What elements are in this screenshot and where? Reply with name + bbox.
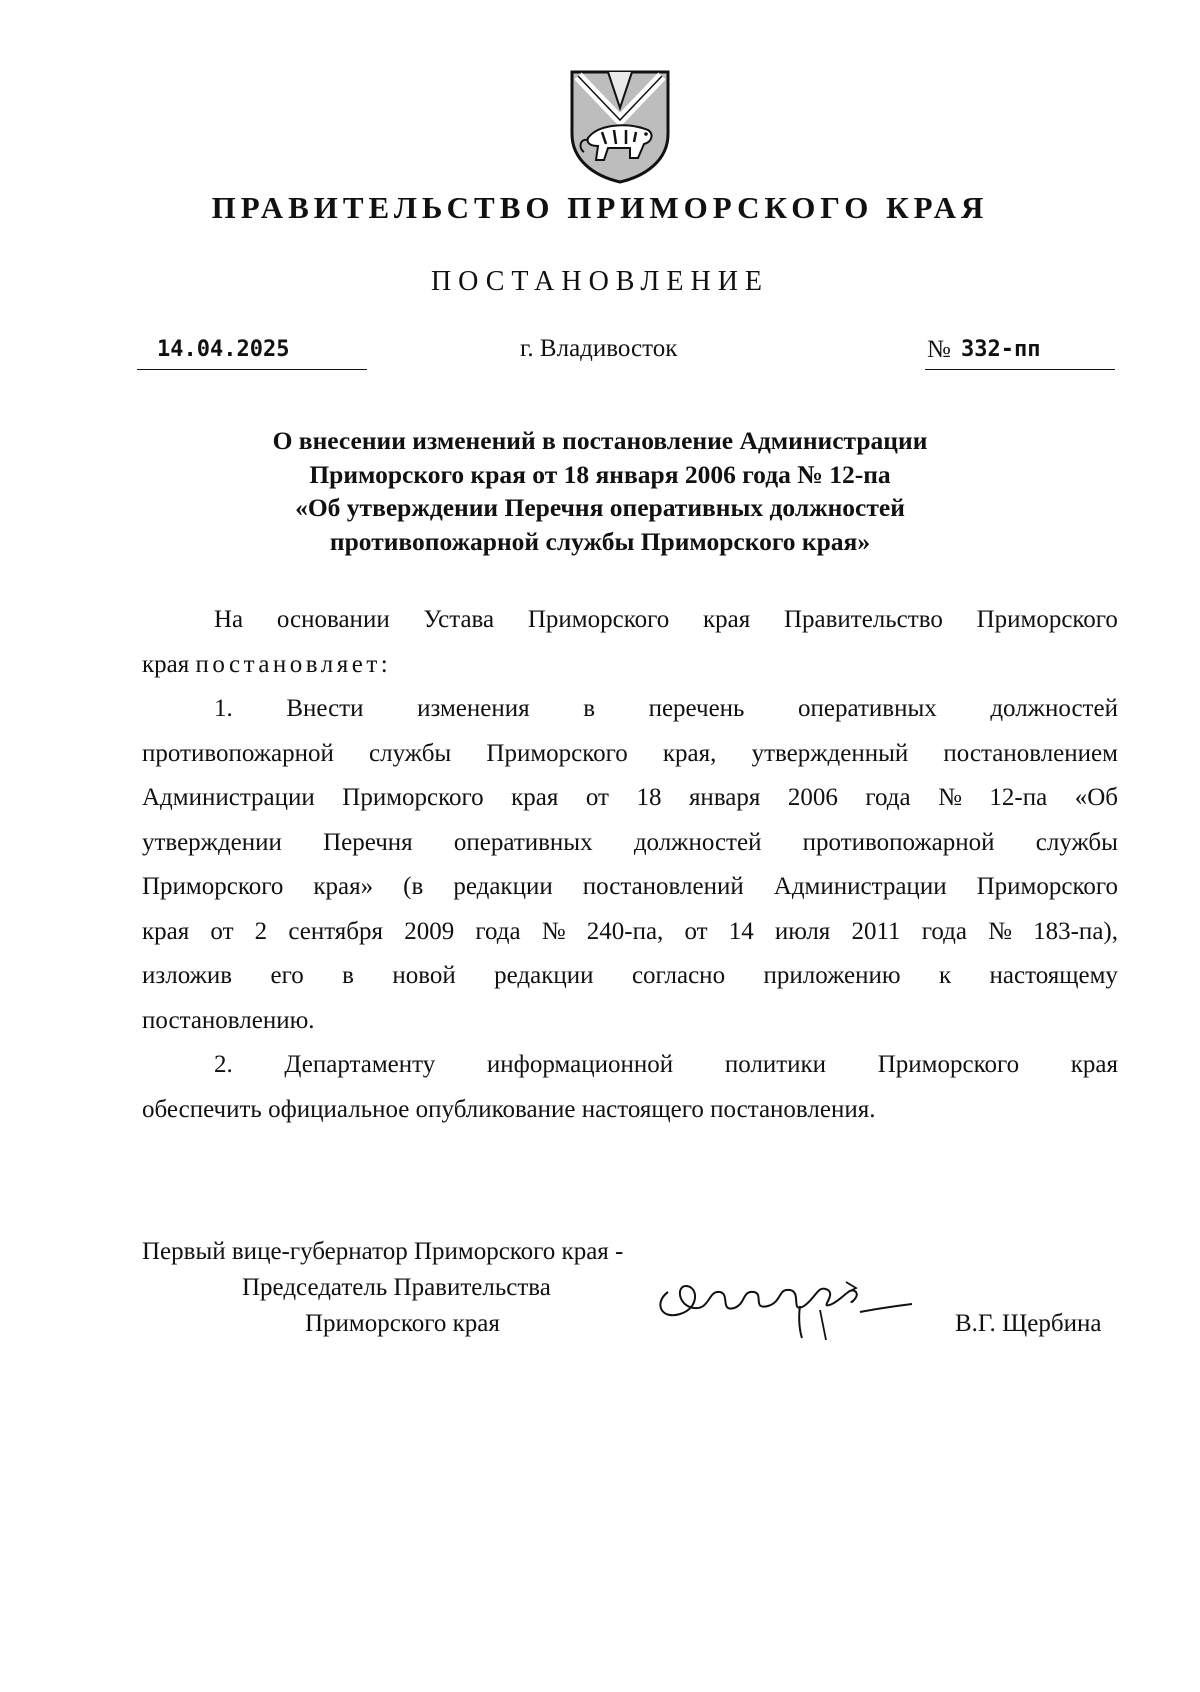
word: № (938, 784, 962, 811)
word: года (475, 917, 521, 945)
document-number-field (925, 335, 1115, 370)
word: должностей (633, 828, 762, 856)
word: Приморского (976, 606, 1118, 633)
position-line: Председатель Правительства (242, 1274, 551, 1301)
document-date-field (137, 335, 367, 370)
subject-line: Приморского края от 18 января 2006 года № 12-па (309, 459, 891, 489)
word: оперативных (453, 828, 593, 856)
word: 2009 (404, 917, 455, 945)
word: Приморского (342, 784, 484, 811)
word: службы (369, 739, 452, 767)
body-line (142, 598, 1118, 643)
word: края, (662, 739, 717, 767)
word: новой (392, 962, 456, 989)
word: к (938, 962, 952, 989)
document-subject (180, 424, 1020, 558)
word: изменения (417, 695, 530, 722)
word: «Об (1074, 784, 1118, 811)
subject-line: О внесении изменений в постановление Администрации (272, 426, 928, 455)
word: года (865, 784, 911, 811)
word: службы (1035, 828, 1118, 856)
word: № (988, 917, 1012, 945)
signatory-position (142, 1234, 623, 1342)
word: 240-па, (586, 917, 664, 945)
item-1-line (142, 954, 1118, 999)
body-text: края (142, 650, 190, 678)
word: края» (313, 873, 374, 900)
word: края (702, 606, 751, 633)
position-line: Первый вице-губернатор Приморского края - (142, 1238, 624, 1265)
body-line (142, 643, 1118, 688)
signatory-name: В.Г. Щербина (955, 1310, 1102, 1337)
word: Правительство (783, 606, 943, 633)
word: № (541, 917, 566, 945)
word: информационной (486, 1051, 674, 1078)
word: января (688, 784, 761, 811)
word: изложив (142, 962, 233, 989)
item-1-line (142, 687, 1118, 732)
document-date: 14.04.2025 (157, 337, 290, 362)
word: Департаменту (284, 1051, 436, 1078)
subject-line: противопожарной службы Приморского края» (329, 526, 871, 556)
document-body (142, 598, 1118, 1132)
item-2-line (142, 1043, 1118, 1088)
word: перечень (648, 695, 745, 722)
word: оперативных (798, 695, 937, 722)
item-2-number: 2. (214, 1051, 233, 1078)
item-2-line: обеспечить официальное опубликование настоящего постановления. (142, 1095, 876, 1123)
word: его (270, 962, 304, 989)
word: 2 (254, 917, 268, 945)
word: 12-па (989, 784, 1048, 811)
word: Приморского (486, 739, 628, 767)
item-1-line: постановлению. (142, 1006, 315, 1034)
word: 2006 (787, 784, 838, 811)
word: Приморского (877, 1051, 1020, 1078)
word: 183-па), (1033, 917, 1118, 945)
word: в (342, 962, 354, 989)
item-1-line (142, 732, 1118, 777)
word: Администрации (773, 873, 947, 900)
document-city: г. Владивосток (520, 335, 678, 362)
word: согласно (631, 962, 726, 989)
resolving-word: постановляет: (195, 650, 392, 678)
word: противопожарной (142, 739, 334, 767)
item-1-line (142, 821, 1118, 866)
word: постановлением (943, 739, 1118, 767)
word: сентября (288, 917, 384, 945)
word: постановлений (582, 873, 744, 900)
word: редакции (453, 873, 553, 900)
word: На (214, 606, 244, 633)
number-sign: № (927, 336, 951, 363)
word: Перечня (323, 828, 413, 856)
word: года (921, 917, 967, 945)
word: от (585, 784, 609, 811)
word: редакции (494, 962, 594, 989)
word: края (1070, 1051, 1118, 1078)
document-number: 332-пп (961, 337, 1041, 362)
word: края (142, 917, 190, 945)
word: Приморского (976, 873, 1118, 900)
word: политики (724, 1051, 827, 1078)
item-1-line (142, 865, 1118, 910)
word: от (210, 917, 234, 945)
word: Администрации (142, 784, 315, 811)
word: (в (403, 873, 424, 900)
word: июля (774, 917, 831, 945)
word: приложению (763, 962, 901, 989)
handwritten-signature (650, 1262, 950, 1342)
word: противопожарной (802, 828, 995, 856)
coat-of-arms-emblem (568, 68, 672, 186)
word: от (684, 917, 708, 945)
word: Приморского (142, 873, 284, 900)
word: Внести (286, 695, 364, 722)
document-type-heading: ПОСТАНОВЛЕНИЕ (430, 266, 770, 297)
word: в (583, 695, 595, 722)
item-1-number: 1. (214, 695, 233, 722)
item-1-line (142, 910, 1118, 955)
word: края (511, 784, 559, 811)
subject-line: «Об утверждении Перечня оперативных должностей (295, 493, 905, 522)
word: 2011 (851, 917, 901, 945)
item-1-line (142, 776, 1118, 821)
word: должностей (990, 695, 1118, 722)
government-title: ПРАВИТЕЛЬСТВО ПРИМОРСКОГО КРАЯ (211, 190, 989, 225)
word: утверждении (142, 828, 282, 856)
word: 18 (636, 784, 662, 811)
word: 14 (728, 917, 754, 945)
word: Приморского (527, 606, 670, 633)
position-line: Приморского края (305, 1310, 500, 1337)
word: основании (276, 606, 390, 633)
word: настоящему (989, 962, 1118, 989)
word: утвержденный (751, 739, 909, 767)
word: Устава (423, 606, 495, 633)
